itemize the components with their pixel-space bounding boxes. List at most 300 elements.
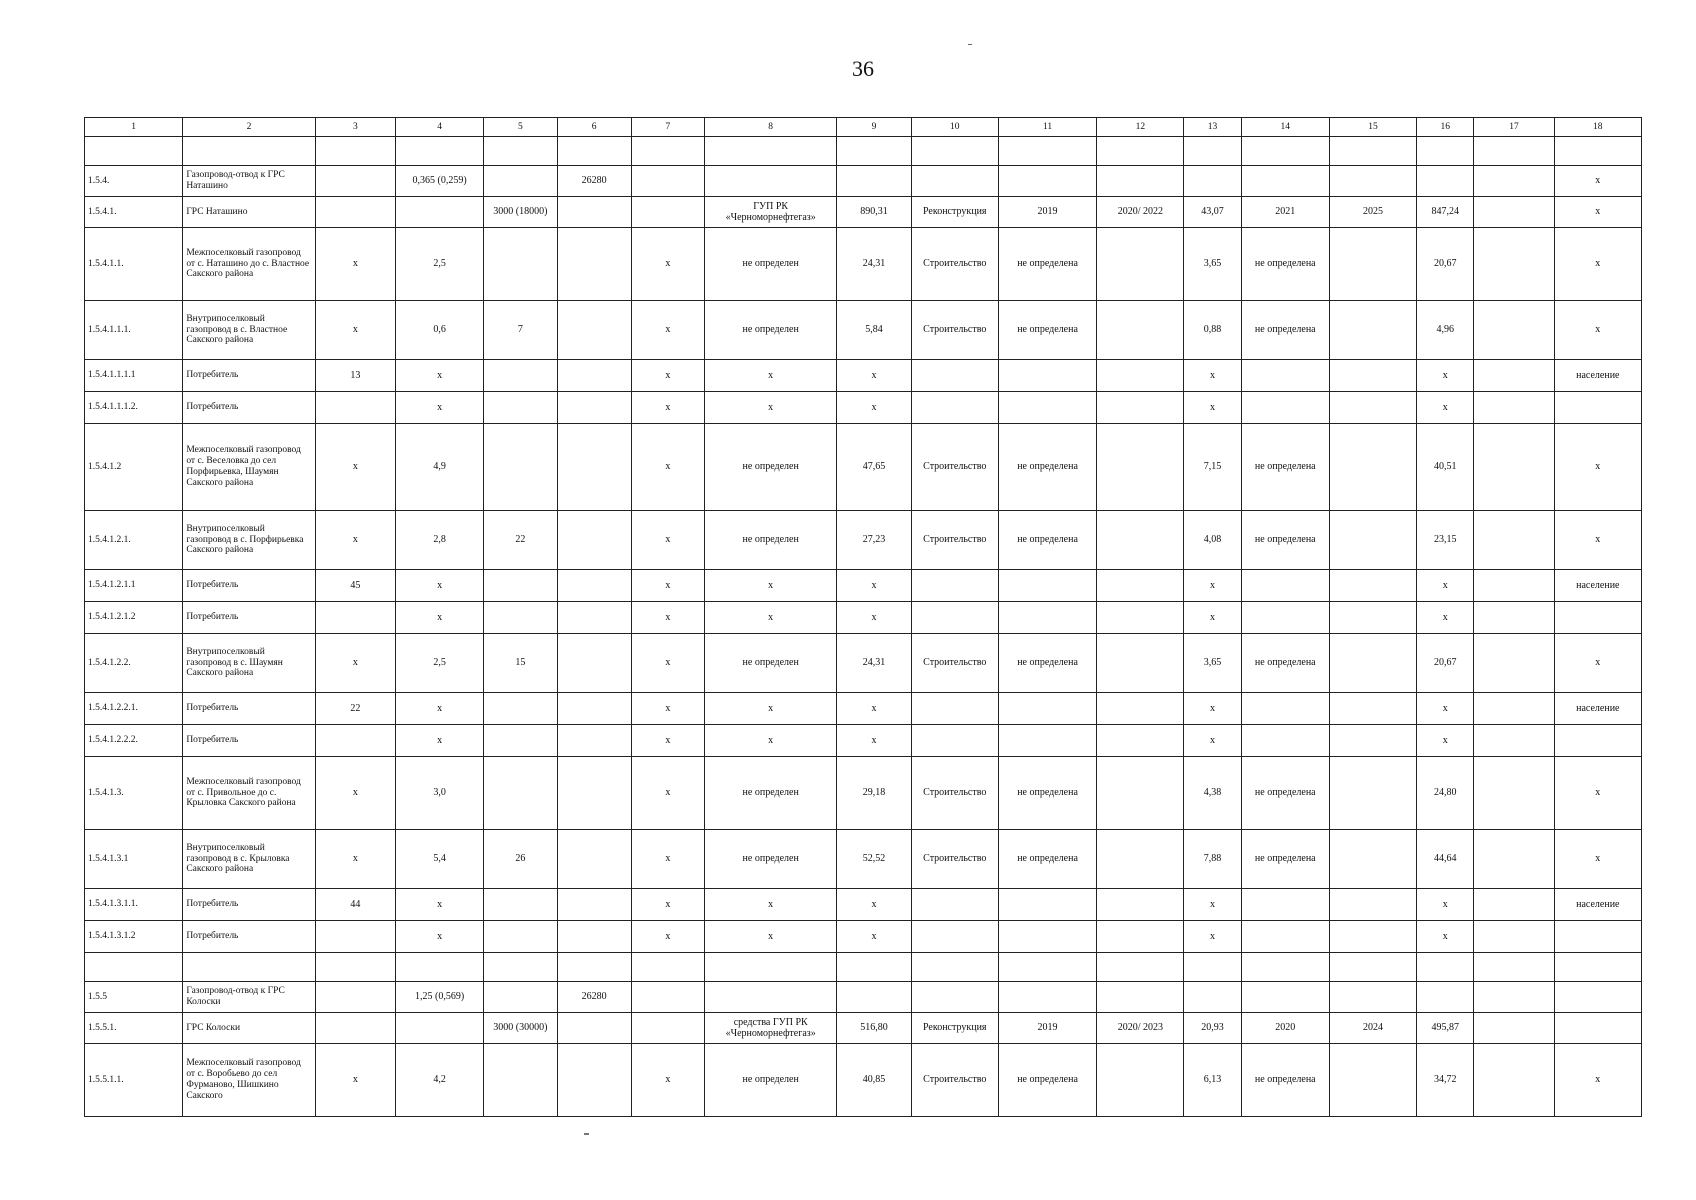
- table-cell: х: [1417, 889, 1474, 921]
- table-cell: х: [1184, 392, 1241, 424]
- table-cell: х: [631, 602, 704, 634]
- table-cell: х: [631, 392, 704, 424]
- table-cell: х: [631, 693, 704, 725]
- table-cell: х: [1554, 228, 1641, 301]
- table-cell: 40,51: [1417, 424, 1474, 511]
- table-cell: [1329, 830, 1416, 889]
- table-cell: [1097, 511, 1184, 570]
- table-cell: 3,65: [1184, 634, 1241, 693]
- table-cell: ГРС Колоски: [183, 1013, 315, 1044]
- table-cell: [837, 137, 911, 166]
- column-number: 8: [704, 118, 836, 137]
- table-cell: х: [631, 921, 704, 953]
- table-cell: 22: [484, 511, 557, 570]
- table-cell: [484, 137, 557, 166]
- table-cell: 22: [315, 693, 395, 725]
- table-cell: 2,5: [395, 634, 483, 693]
- table-cell: Внутрипоселковый газопровод в с. Шаумян Сакского района: [183, 634, 315, 693]
- table-cell: [1329, 570, 1416, 602]
- table-cell: х: [631, 570, 704, 602]
- table-cell: 15: [484, 634, 557, 693]
- table-cell: Строительство: [911, 830, 998, 889]
- table-cell: [484, 889, 557, 921]
- table-cell: 4,08: [1184, 511, 1241, 570]
- table-cell: [1474, 1013, 1554, 1044]
- table-cell: [1241, 137, 1329, 166]
- table-cell: 3000 (18000): [484, 197, 557, 228]
- table-cell: 1.5.4.1.1.1.1: [85, 360, 183, 392]
- table-cell: не определена: [998, 757, 1096, 830]
- table-cell: 1.5.4.1.1.: [85, 228, 183, 301]
- table-cell: средства ГУП РК «Черноморнефтегаз»: [704, 1013, 836, 1044]
- table-cell: [1474, 921, 1554, 953]
- table-cell: х: [631, 830, 704, 889]
- table-cell: 0,6: [395, 301, 483, 360]
- table-cell: 7,88: [1184, 830, 1241, 889]
- table-cell: [315, 725, 395, 757]
- table-cell: [1097, 166, 1184, 197]
- table-cell: не определена: [1241, 301, 1329, 360]
- table-row: [85, 693, 1642, 725]
- table-cell: 6,13: [1184, 1044, 1241, 1117]
- table-cell: [1241, 725, 1329, 757]
- table-cell: [998, 166, 1096, 197]
- table-cell: [484, 757, 557, 830]
- table-cell: 24,80: [1417, 757, 1474, 830]
- table-cell: Потребитель: [183, 725, 315, 757]
- table-cell: не определен: [704, 830, 836, 889]
- table-cell: х: [315, 634, 395, 693]
- table-cell: [315, 166, 395, 197]
- table-cell: [1184, 137, 1241, 166]
- table-cell: 0,365 (0,259): [395, 166, 483, 197]
- table-cell: х: [315, 1044, 395, 1117]
- table-cell: [1329, 982, 1416, 1013]
- table-cell: [998, 392, 1096, 424]
- table-cell: [837, 953, 911, 982]
- table-cell: [631, 1013, 704, 1044]
- table-cell: х: [1554, 197, 1641, 228]
- column-number: 15: [1329, 118, 1416, 137]
- table-cell: не определена: [998, 830, 1096, 889]
- table-cell: [183, 137, 315, 166]
- table-cell: [557, 921, 631, 953]
- table-cell: [484, 166, 557, 197]
- table-cell: [998, 137, 1096, 166]
- table-cell: 4,2: [395, 1044, 483, 1117]
- table-cell: [1241, 392, 1329, 424]
- table-cell: х: [704, 889, 836, 921]
- table-cell: х: [837, 392, 911, 424]
- table-cell: не определен: [704, 634, 836, 693]
- table-cell: [1474, 693, 1554, 725]
- table-cell: 1.5.5.1.: [85, 1013, 183, 1044]
- table-cell: [1329, 602, 1416, 634]
- table-cell: 5,84: [837, 301, 911, 360]
- table-cell: Внутрипоселковый газопровод в с. Крыловка Сакского района: [183, 830, 315, 889]
- table-cell: 13: [315, 360, 395, 392]
- column-number-row: [85, 118, 1642, 137]
- table-cell: х: [1184, 725, 1241, 757]
- table-cell: [1329, 693, 1416, 725]
- table-cell: 4,38: [1184, 757, 1241, 830]
- table-cell: 40,85: [837, 1044, 911, 1117]
- table-cell: Межпоселковый газопровод от с. Наташино до с. Властное Сакского района: [183, 228, 315, 301]
- table-cell: [911, 166, 998, 197]
- table-cell: х: [837, 889, 911, 921]
- table-cell: [1097, 953, 1184, 982]
- table-cell: [395, 1013, 483, 1044]
- table-cell: [1474, 392, 1554, 424]
- table-cell: 3000 (30000): [484, 1013, 557, 1044]
- table-cell: [484, 693, 557, 725]
- table-cell: Потребитель: [183, 921, 315, 953]
- table-cell: [1329, 424, 1416, 511]
- table-cell: [484, 1044, 557, 1117]
- table-cell: 2025: [1329, 197, 1416, 228]
- table-cell: 2,8: [395, 511, 483, 570]
- table-cell: [1097, 830, 1184, 889]
- table-cell: [1417, 137, 1474, 166]
- table-cell: [315, 921, 395, 953]
- column-number: 3: [315, 118, 395, 137]
- table-cell: [1097, 757, 1184, 830]
- table-cell: [1554, 602, 1641, 634]
- column-number: 6: [557, 118, 631, 137]
- table-cell: 1.5.4.1.2: [85, 424, 183, 511]
- table-cell: 1.5.4.1.3.1.1.: [85, 889, 183, 921]
- table-cell: 26: [484, 830, 557, 889]
- table-cell: [1554, 392, 1641, 424]
- table-row: [85, 830, 1642, 889]
- table-cell: х: [704, 360, 836, 392]
- table-cell: 1.5.4.1.3.1.2: [85, 921, 183, 953]
- table-cell: х: [395, 889, 483, 921]
- table-cell: х: [1417, 570, 1474, 602]
- table-cell: Реконструкция: [911, 1013, 998, 1044]
- table-cell: [395, 953, 483, 982]
- table-cell: [998, 953, 1096, 982]
- table-cell: х: [631, 301, 704, 360]
- spacer-row: [85, 137, 1642, 166]
- table-cell: [315, 197, 395, 228]
- table-cell: [557, 757, 631, 830]
- table-cell: [1474, 570, 1554, 602]
- table-cell: не определен: [704, 424, 836, 511]
- table-cell: х: [704, 693, 836, 725]
- table-cell: [1329, 301, 1416, 360]
- table-cell: х: [837, 725, 911, 757]
- table-cell: [1097, 982, 1184, 1013]
- table-cell: [1474, 1044, 1554, 1117]
- table-cell: 2019: [998, 197, 1096, 228]
- table-cell: не определен: [704, 228, 836, 301]
- table-cell: [1474, 424, 1554, 511]
- table-cell: [557, 889, 631, 921]
- table-cell: Строительство: [911, 228, 998, 301]
- table-cell: х: [1184, 921, 1241, 953]
- table-cell: х: [704, 921, 836, 953]
- table-cell: х: [1554, 634, 1641, 693]
- table-cell: [1241, 921, 1329, 953]
- table-cell: [484, 725, 557, 757]
- table-cell: 24,31: [837, 634, 911, 693]
- table-cell: [1329, 921, 1416, 953]
- table-cell: 2020/ 2022: [1097, 197, 1184, 228]
- table-row: [85, 228, 1642, 301]
- table-cell: [1329, 228, 1416, 301]
- table-cell: [1329, 634, 1416, 693]
- table-cell: [1097, 889, 1184, 921]
- table-cell: [1097, 301, 1184, 360]
- table-cell: х: [631, 889, 704, 921]
- table-cell: [1097, 725, 1184, 757]
- table-cell: 44: [315, 889, 395, 921]
- table-cell: х: [1554, 424, 1641, 511]
- table-cell: [1474, 360, 1554, 392]
- table-cell: не определен: [704, 301, 836, 360]
- table-cell: не определена: [1241, 634, 1329, 693]
- table-cell: [911, 360, 998, 392]
- table-cell: [631, 953, 704, 982]
- table-cell: [911, 693, 998, 725]
- table-cell: 7: [484, 301, 557, 360]
- table-cell: [1097, 634, 1184, 693]
- table-cell: 7,15: [1184, 424, 1241, 511]
- table-cell: х: [315, 511, 395, 570]
- table-cell: [1329, 889, 1416, 921]
- table-cell: [315, 392, 395, 424]
- table-cell: [631, 197, 704, 228]
- table-cell: Внутрипоселковый газопровод в с. Властное Сакского района: [183, 301, 315, 360]
- table-cell: [1241, 360, 1329, 392]
- table-cell: 4,96: [1417, 301, 1474, 360]
- table-cell: [911, 921, 998, 953]
- table-cell: 43,07: [1184, 197, 1241, 228]
- table-cell: не определена: [1241, 830, 1329, 889]
- table-cell: 2020: [1241, 1013, 1329, 1044]
- table-cell: 52,52: [837, 830, 911, 889]
- table-row: [85, 1013, 1642, 1044]
- table-cell: [1474, 137, 1554, 166]
- table-cell: 2024: [1329, 1013, 1416, 1044]
- table-cell: население: [1554, 889, 1641, 921]
- table-cell: 1.5.4.1.2.2.2.: [85, 725, 183, 757]
- table-cell: х: [704, 570, 836, 602]
- column-number: 1: [85, 118, 183, 137]
- table-cell: не определен: [704, 511, 836, 570]
- table-cell: Потребитель: [183, 360, 315, 392]
- column-number: 5: [484, 118, 557, 137]
- table-cell: х: [395, 602, 483, 634]
- table-cell: х: [1184, 602, 1241, 634]
- table-cell: 1.5.5.1.1.: [85, 1044, 183, 1117]
- table-cell: [1474, 830, 1554, 889]
- table-cell: х: [631, 360, 704, 392]
- table-cell: [1329, 360, 1416, 392]
- table-cell: [395, 137, 483, 166]
- table-cell: [557, 197, 631, 228]
- table-cell: х: [704, 725, 836, 757]
- table-cell: [484, 982, 557, 1013]
- table-cell: [911, 602, 998, 634]
- table-cell: [704, 166, 836, 197]
- table-cell: х: [1417, 725, 1474, 757]
- table-cell: [1097, 1044, 1184, 1117]
- table-cell: [1184, 982, 1241, 1013]
- table-cell: [315, 602, 395, 634]
- table-cell: [557, 1013, 631, 1044]
- column-number: 7: [631, 118, 704, 137]
- table-cell: [1554, 137, 1641, 166]
- table-cell: х: [1554, 301, 1641, 360]
- table-cell: не определена: [998, 424, 1096, 511]
- table-cell: [1554, 921, 1641, 953]
- table-cell: 2,5: [395, 228, 483, 301]
- table-cell: х: [1554, 511, 1641, 570]
- table-cell: [704, 953, 836, 982]
- table-cell: [1097, 424, 1184, 511]
- table-cell: х: [704, 602, 836, 634]
- table-cell: [1474, 511, 1554, 570]
- table-cell: х: [837, 570, 911, 602]
- table-cell: х: [1554, 166, 1641, 197]
- table-cell: 1.5.4.1.2.1.: [85, 511, 183, 570]
- table-cell: Газопровод-отвод к ГРС Наташино: [183, 166, 315, 197]
- table-cell: [631, 166, 704, 197]
- table-cell: 45: [315, 570, 395, 602]
- table-cell: 3,65: [1184, 228, 1241, 301]
- table-cell: [998, 693, 1096, 725]
- table-cell: [911, 953, 998, 982]
- table-cell: Строительство: [911, 634, 998, 693]
- table-cell: 20,67: [1417, 634, 1474, 693]
- table-cell: [1097, 921, 1184, 953]
- table-cell: 26280: [557, 166, 631, 197]
- table-cell: [998, 570, 1096, 602]
- table-cell: [911, 570, 998, 602]
- table-cell: Потребитель: [183, 693, 315, 725]
- table-cell: 1.5.4.: [85, 166, 183, 197]
- table-cell: [1329, 166, 1416, 197]
- column-number: 4: [395, 118, 483, 137]
- table-cell: х: [315, 301, 395, 360]
- table-cell: [1474, 982, 1554, 1013]
- table-cell: [484, 602, 557, 634]
- table-cell: х: [631, 757, 704, 830]
- table-cell: Строительство: [911, 757, 998, 830]
- table-cell: 44,64: [1417, 830, 1474, 889]
- table-cell: [183, 953, 315, 982]
- table-cell: 516,80: [837, 1013, 911, 1044]
- table-cell: 20,67: [1417, 228, 1474, 301]
- table-cell: [1474, 953, 1554, 982]
- table-cell: 1.5.4.1.2.2.: [85, 634, 183, 693]
- table-cell: х: [1554, 1044, 1641, 1117]
- table-cell: 1.5.4.1.1.1.2.: [85, 392, 183, 424]
- table-cell: 890,31: [837, 197, 911, 228]
- table-cell: 24,31: [837, 228, 911, 301]
- table-cell: не определен: [704, 757, 836, 830]
- table-cell: 0,88: [1184, 301, 1241, 360]
- table-cell: [911, 982, 998, 1013]
- table-cell: х: [315, 757, 395, 830]
- table-cell: х: [315, 424, 395, 511]
- table-cell: [1329, 757, 1416, 830]
- table-cell: [557, 301, 631, 360]
- table-cell: [998, 725, 1096, 757]
- table-cell: х: [395, 570, 483, 602]
- spacer-row: [85, 953, 1642, 982]
- table-cell: [557, 953, 631, 982]
- table-cell: [315, 137, 395, 166]
- table-cell: Газопровод-отвод к ГРС Колоски: [183, 982, 315, 1013]
- table-cell: х: [631, 725, 704, 757]
- table-cell: [557, 602, 631, 634]
- column-number: 12: [1097, 118, 1184, 137]
- table-cell: х: [631, 1044, 704, 1117]
- table-cell: 1.5.4.1.3.: [85, 757, 183, 830]
- table-cell: х: [1417, 602, 1474, 634]
- table-cell: х: [1417, 360, 1474, 392]
- table-cell: [557, 424, 631, 511]
- table-cell: [1329, 511, 1416, 570]
- table-cell: х: [1184, 693, 1241, 725]
- table-row: [85, 301, 1642, 360]
- scan-mark: [968, 44, 972, 45]
- table-cell: [631, 982, 704, 1013]
- table-cell: [1474, 228, 1554, 301]
- table-cell: [557, 1044, 631, 1117]
- table-cell: Потребитель: [183, 570, 315, 602]
- table-cell: ГУП РК «Черноморнефтегаз»: [704, 197, 836, 228]
- table-row: [85, 921, 1642, 953]
- table-body: [85, 137, 1642, 1117]
- table-cell: население: [1554, 693, 1641, 725]
- table-cell: [1474, 889, 1554, 921]
- table-cell: [557, 360, 631, 392]
- table-cell: х: [1417, 693, 1474, 725]
- table-cell: [1184, 166, 1241, 197]
- table-cell: х: [1554, 757, 1641, 830]
- table-cell: [704, 982, 836, 1013]
- table-cell: [315, 982, 395, 1013]
- table-cell: [557, 570, 631, 602]
- table-cell: [1097, 693, 1184, 725]
- table-cell: Строительство: [911, 424, 998, 511]
- table-cell: не определена: [998, 1044, 1096, 1117]
- table-cell: [1329, 392, 1416, 424]
- table-cell: [484, 360, 557, 392]
- table-cell: ГРС Наташино: [183, 197, 315, 228]
- table-cell: [1097, 137, 1184, 166]
- table-cell: [395, 197, 483, 228]
- table-cell: [998, 602, 1096, 634]
- scan-mark: [584, 1133, 589, 1135]
- table-cell: [1241, 889, 1329, 921]
- column-number: 14: [1241, 118, 1329, 137]
- table-cell: [1097, 228, 1184, 301]
- table-cell: х: [1184, 570, 1241, 602]
- table-cell: [1554, 953, 1641, 982]
- table-cell: Строительство: [911, 1044, 998, 1117]
- table-cell: [1474, 301, 1554, 360]
- table-cell: [704, 137, 836, 166]
- table-cell: [998, 360, 1096, 392]
- table-cell: [1474, 166, 1554, 197]
- table-cell: [484, 392, 557, 424]
- table-cell: [1329, 953, 1416, 982]
